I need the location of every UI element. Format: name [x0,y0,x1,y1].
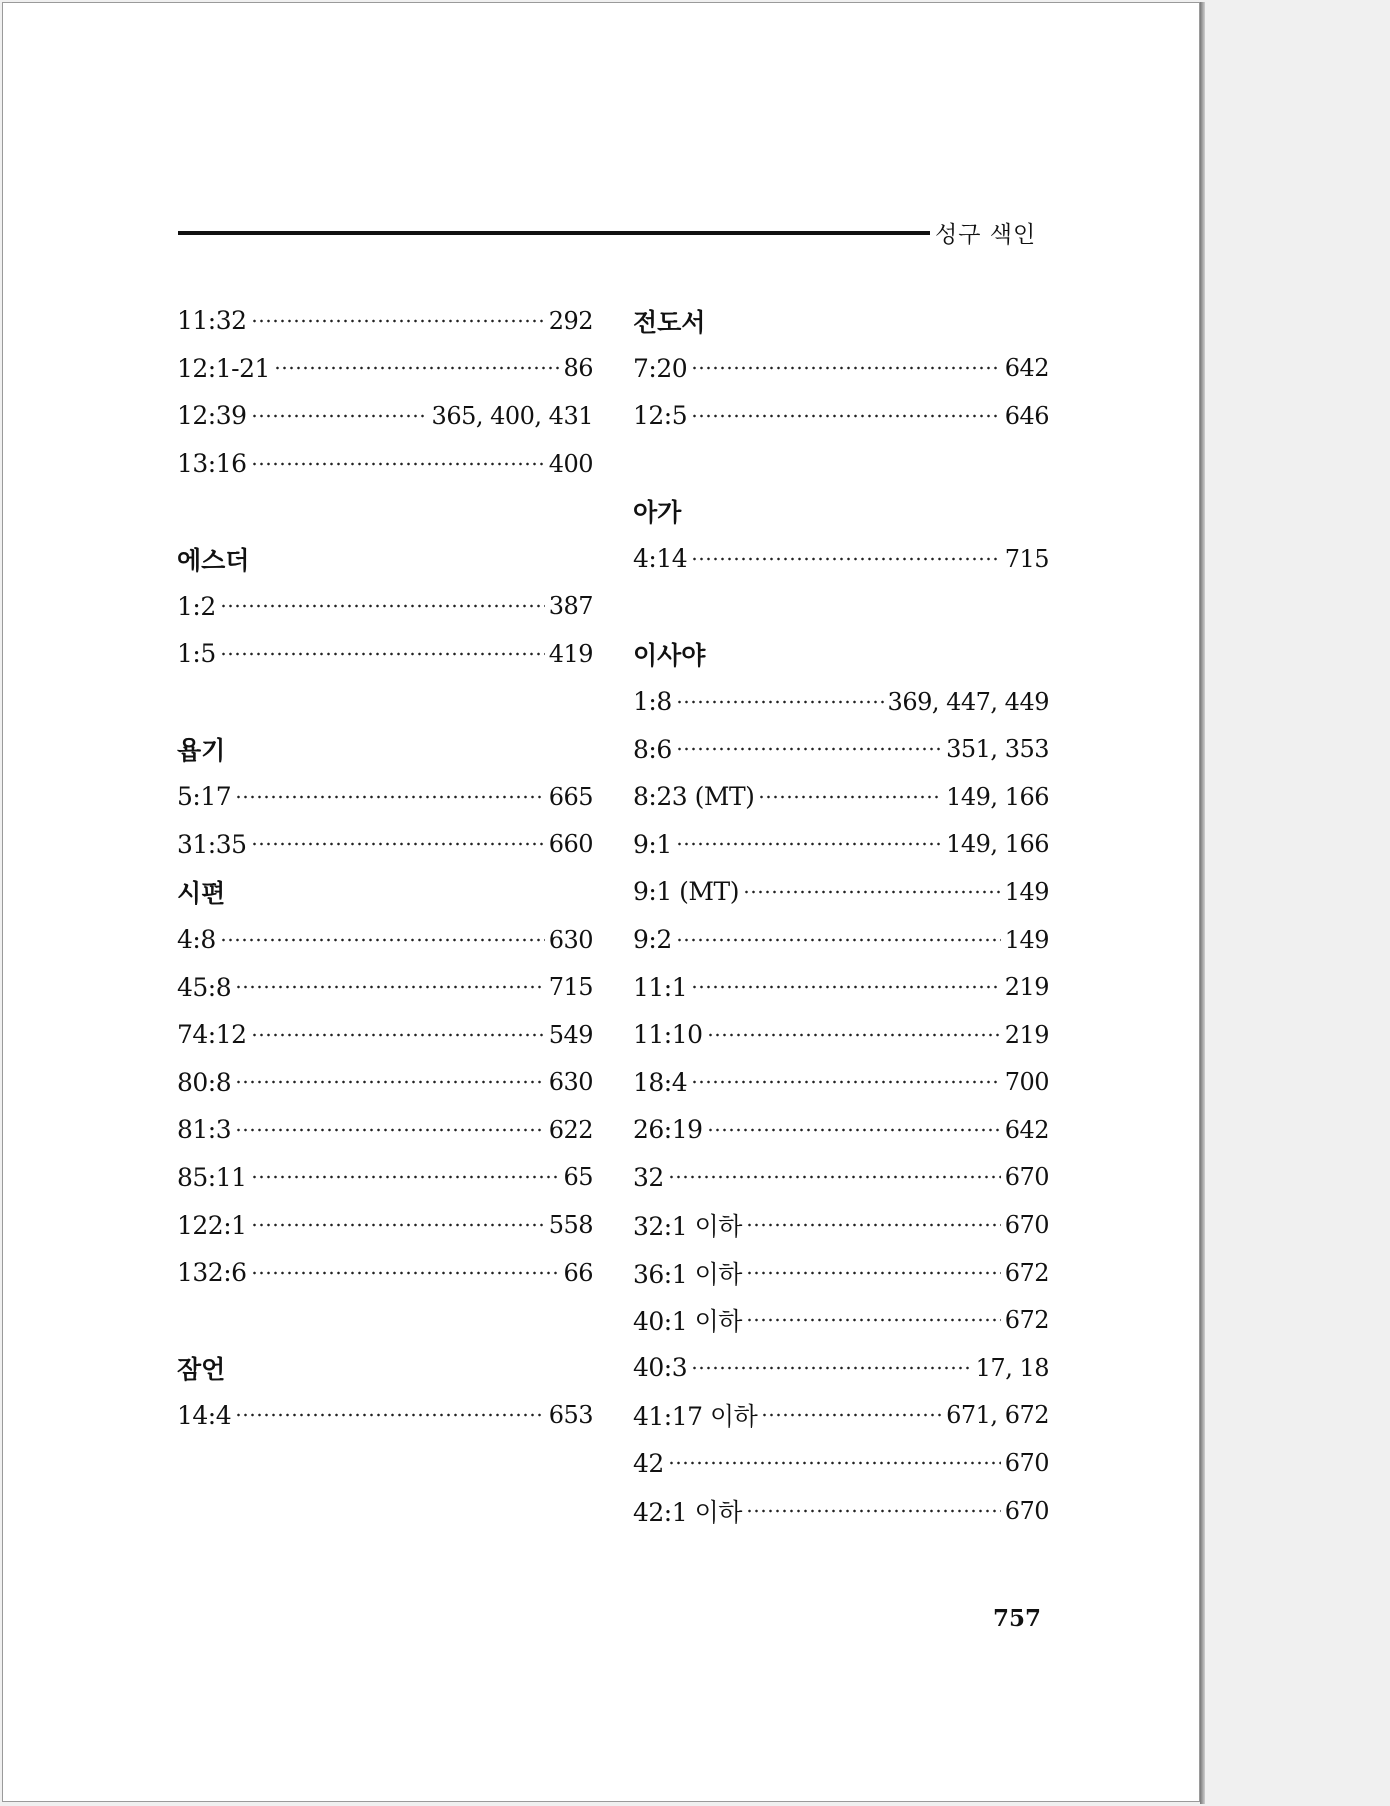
verse-reference: 1:8 [633,687,672,717]
index-entry [633,1439,1049,1487]
index-entry [633,1059,1049,1107]
dot-leader [676,697,884,707]
index-entry [177,630,593,678]
document-page [2,2,1200,1802]
dot-leader [220,601,545,611]
book-heading: 시편 [177,878,226,908]
section-spacer [177,487,593,535]
verse-reference: 74:12 [177,1020,247,1050]
verse-reference: 12:39 [177,401,247,431]
page-references: 66 [563,1258,593,1287]
dot-leader [691,982,1001,992]
verse-reference: 122:1 [177,1210,247,1240]
page-references: 149 [1004,877,1049,906]
page-references: 549 [548,1020,593,1049]
index-entry [633,535,1049,583]
dot-leader [746,1220,1001,1230]
dot-leader [691,1077,1001,1087]
page-references: 630 [548,1068,593,1097]
verse-reference: 5:17 [177,782,232,812]
index-entry [633,1487,1049,1535]
verse-reference: 32:1 이하 [633,1212,742,1242]
running-header-title: 성구 색인 [935,222,1037,248]
book-heading: 이사야 [633,640,706,670]
dot-leader [274,363,560,373]
index-entry [633,1154,1049,1202]
dot-leader [251,316,545,326]
verse-reference: 14:4 [177,1400,232,1430]
index-column-left [177,297,593,1439]
index-entry [177,1249,593,1297]
dot-leader [761,1410,942,1420]
verse-reference: 1:5 [177,639,216,669]
dot-leader [676,935,1001,945]
page-references: 149, 166 [946,782,1049,811]
page-references: 219 [1004,1020,1049,1049]
page-references: 671, 672 [946,1401,1049,1430]
page-references: 672 [1004,1306,1049,1335]
dot-leader [758,792,942,802]
page-references: 646 [1004,401,1049,430]
verse-reference: 41:17 이하 [633,1402,758,1432]
verse-reference: 8:6 [633,734,672,764]
page-references: 630 [548,925,593,954]
index-entry [633,678,1049,726]
index-entry [633,1392,1049,1440]
index-entry [633,1106,1049,1154]
dot-leader [220,649,545,659]
book-heading: 아가 [633,498,682,528]
verse-reference: 11:1 [633,972,688,1002]
dot-leader [235,1125,545,1135]
dot-leader [235,1410,545,1420]
verse-reference: 40:3 [633,1353,688,1383]
page-references: 660 [548,830,593,859]
index-entry [177,1201,593,1249]
book-heading: 욥기 [177,736,226,766]
dot-leader [746,1506,1001,1516]
verse-reference: 18:4 [633,1067,688,1097]
dot-leader [220,935,545,945]
dot-leader [746,1268,1001,1278]
index-entry [177,1011,593,1059]
index-entry [633,1296,1049,1344]
dot-leader [251,1220,545,1230]
verse-reference: 40:1 이하 [633,1307,742,1337]
dot-leader [251,1030,545,1040]
dot-leader [707,1125,1001,1135]
book-heading: 잠언 [177,1354,226,1384]
dot-leader [707,1030,1001,1040]
index-entry [177,821,593,869]
index-entry [177,392,593,440]
page-references: 665 [548,782,593,811]
verse-reference: 9:1 (MT) [633,877,739,907]
verse-reference: 4:14 [633,544,688,574]
page-references: 622 [548,1115,593,1144]
page-references: 369, 447, 449 [887,687,1049,716]
dot-leader [743,887,1001,897]
page-references: 653 [548,1401,593,1430]
page-references: 715 [548,973,593,1002]
verse-reference: 32 [633,1162,664,1192]
index-entry [177,1059,593,1107]
dot-leader [235,982,545,992]
page-references: 351, 353 [946,735,1049,764]
page-references: 558 [548,1211,593,1240]
dot-leader [251,1268,560,1278]
verse-reference: 36:1 이하 [633,1259,742,1289]
page-references: 387 [548,592,593,621]
index-entry [633,821,1049,869]
verse-reference: 12:1-21 [177,353,270,383]
dot-leader [251,1172,560,1182]
page-references: 65 [563,1163,593,1192]
verse-reference: 4:8 [177,925,216,955]
page-references: 149 [1004,925,1049,954]
index-entry [177,963,593,1011]
index-entry [633,868,1049,916]
index-entry [633,1011,1049,1059]
dot-leader [691,1363,972,1373]
page-edge-shadow [1200,2,1205,1804]
section-spacer [177,1296,593,1344]
index-entry [633,392,1049,440]
index-entry [177,1392,593,1440]
page-references: 86 [563,354,593,383]
page-references: 672 [1004,1258,1049,1287]
dot-leader [746,1315,1001,1325]
dot-leader [691,411,1001,421]
page-references: 670 [1004,1449,1049,1478]
section-spacer [177,678,593,726]
index-entry [177,1154,593,1202]
index-entry [177,916,593,964]
page-references: 700 [1004,1068,1049,1097]
page-references: 219 [1004,973,1049,1002]
verse-reference: 8:23 (MT) [633,782,755,812]
verse-reference: 9:1 [633,829,672,859]
dot-leader [691,363,1001,373]
verse-reference: 11:10 [633,1020,703,1050]
index-column-right [633,297,1049,1534]
verse-reference: 42:1 이하 [633,1497,742,1527]
verse-reference: 12:5 [633,401,688,431]
verse-reference: 132:6 [177,1258,247,1288]
index-entry [633,916,1049,964]
verse-reference: 1:2 [177,591,216,621]
book-heading: 전도서 [633,307,706,337]
index-entry [177,1106,593,1154]
page-references: 419 [548,639,593,668]
index-entry [177,583,593,631]
section-spacer [633,440,1049,488]
dot-leader [251,459,545,469]
verse-reference: 85:11 [177,1162,247,1192]
verse-reference: 80:8 [177,1067,232,1097]
verse-reference: 26:19 [633,1115,703,1145]
index-entry [177,345,593,393]
index-entry [633,1344,1049,1392]
index-entry [177,297,593,345]
verse-reference: 13:16 [177,449,247,479]
verse-reference: 7:20 [633,353,688,383]
page-number: 757 [993,1605,1042,1632]
dot-leader [668,1172,1001,1182]
dot-leader [251,411,428,421]
page-references: 642 [1004,1115,1049,1144]
verse-reference: 11:32 [177,306,247,336]
dot-leader [676,839,942,849]
page-references: 292 [548,306,593,335]
dot-leader [235,1077,545,1087]
index-entry [177,773,593,821]
book-heading: 에스더 [177,545,250,575]
verse-reference: 45:8 [177,972,232,1002]
verse-reference: 81:3 [177,1115,232,1145]
page-references: 17, 18 [975,1353,1049,1382]
index-entry [633,963,1049,1011]
index-entry [633,773,1049,821]
page-references: 642 [1004,354,1049,383]
section-spacer [633,583,1049,631]
index-entry [633,1249,1049,1297]
dot-leader [668,1458,1001,1468]
index-entry [633,1201,1049,1249]
page-references: 400 [548,449,593,478]
page-references: 670 [1004,1496,1049,1525]
dot-leader [691,554,1001,564]
page-references: 670 [1004,1163,1049,1192]
header-rule [178,231,930,235]
verse-reference: 9:2 [633,925,672,955]
verse-reference: 42 [633,1448,664,1478]
verse-reference: 31:35 [177,829,247,859]
dot-leader [235,792,545,802]
page-references: 715 [1004,544,1049,573]
index-entry [633,725,1049,773]
page-references: 670 [1004,1211,1049,1240]
index-entry [177,440,593,488]
page-references: 149, 166 [946,830,1049,859]
dot-leader [251,839,545,849]
dot-leader [676,744,942,754]
index-entry [633,345,1049,393]
page-references: 365, 400, 431 [431,401,593,430]
